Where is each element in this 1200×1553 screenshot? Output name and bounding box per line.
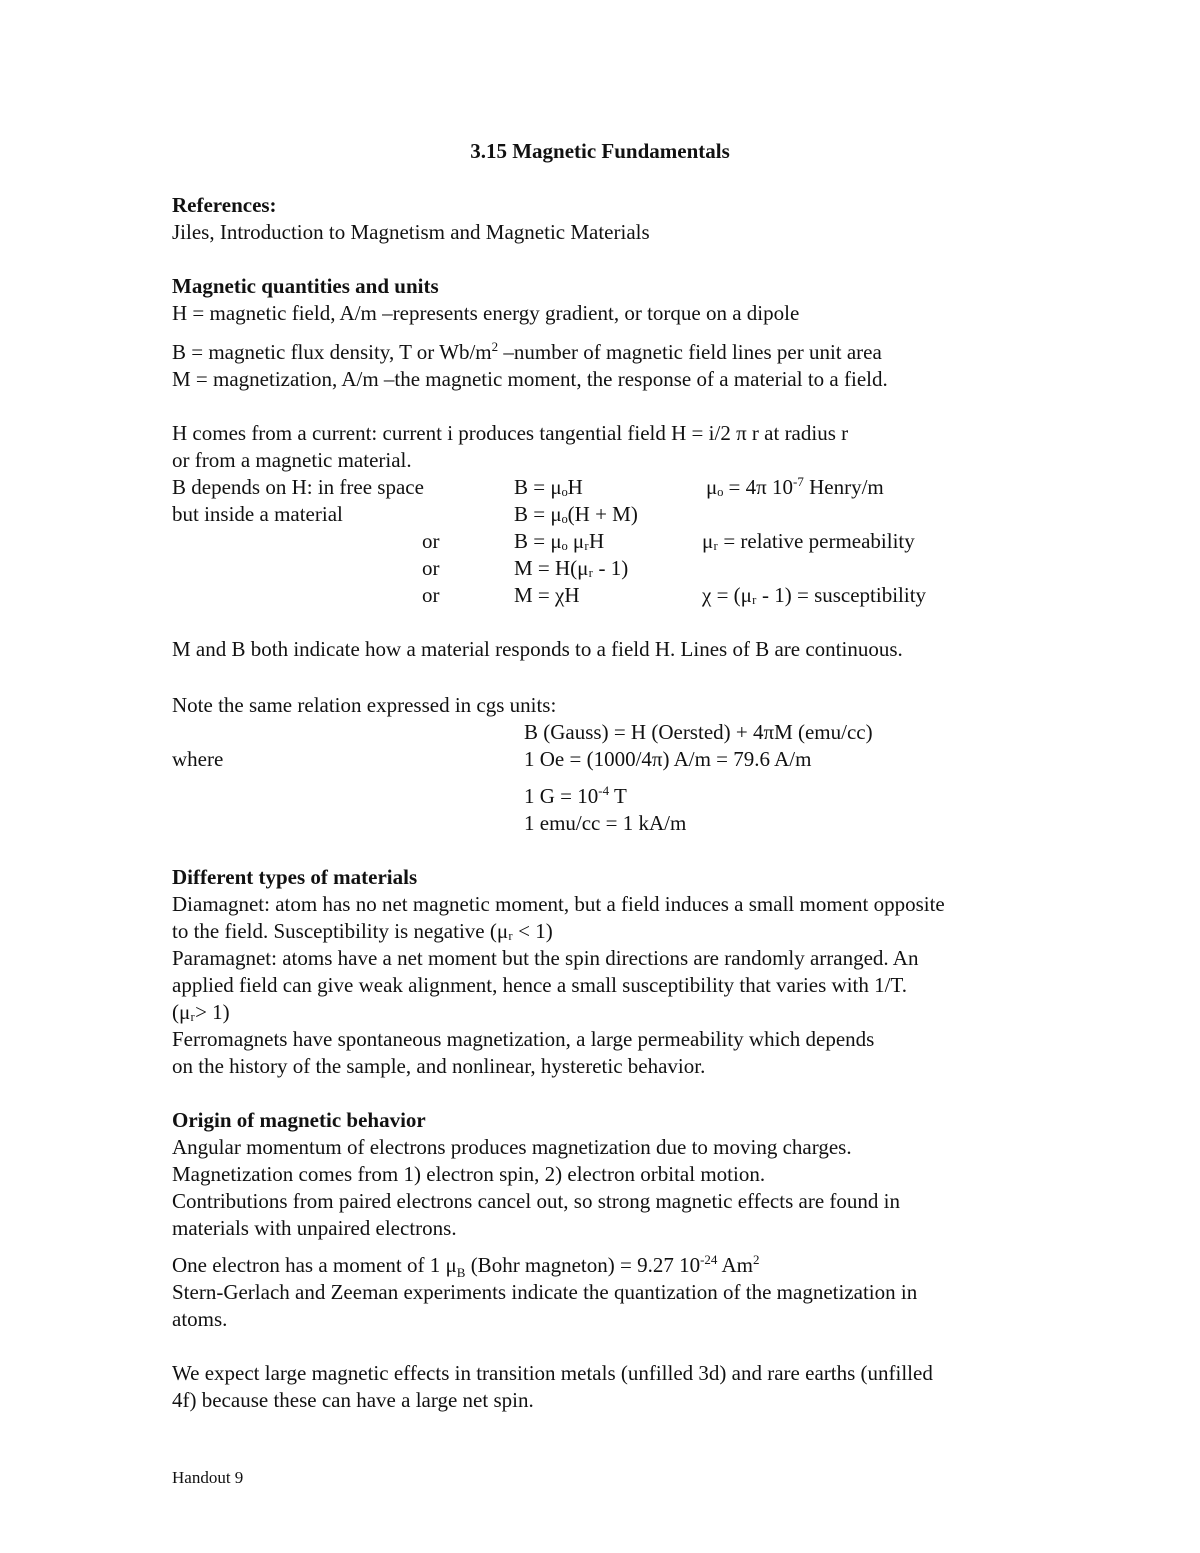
bohr-exponent: -24 (700, 1252, 718, 1267)
materials-heading: Different types of materials (172, 865, 418, 889)
b-continuous-note: M and B both indicate how a material responds to a field H. Lines of B are continuous. (172, 637, 903, 661)
cgs-intro: Note the same relation expressed in cgs units: (172, 693, 557, 717)
mu0-value: μₒ = 4π 10 (706, 475, 794, 499)
bohr-unit-exponent: 2 (753, 1252, 760, 1267)
bohr-text: One electron has a moment of 1 μ (172, 1253, 457, 1277)
quantities-section (172, 273, 1052, 393)
bohr-magneton-line (172, 1252, 1052, 1279)
page-footer: Handout 9 (172, 1468, 244, 1487)
cgs-section (172, 692, 1052, 837)
b-definition (172, 339, 1052, 366)
diamagnet-text: to the field. Susceptibility is negative (μᵣ < 1) (172, 919, 553, 943)
page-title: 3.15 Magnetic Fundamentals (470, 139, 730, 163)
where-label: where (172, 747, 224, 771)
mu0-exponent: -7 (793, 474, 804, 489)
relations-section (172, 420, 1052, 663)
relation-row-magnetization (172, 555, 1052, 582)
b-def-text-rest: –number of magnetic field lines per unit area (498, 340, 882, 364)
h-definition: H = magnetic field, A/m –represents energy gradient, or torque on a dipole (172, 301, 800, 325)
ferromagnet-text: Ferromagnets have spontaneous magnetization, a large permeability which depends (172, 1027, 875, 1051)
or-label: or (422, 556, 440, 580)
relation-note (706, 474, 884, 501)
bohr-subscript: B (456, 1265, 466, 1280)
origin-text: Magnetization comes from 1) electron spin, 2) electron orbital motion. (172, 1162, 766, 1186)
relation-equation: B = μₒ(H + M) (514, 502, 638, 526)
or-label: or (422, 583, 440, 607)
cgs-row (172, 719, 1052, 746)
cgs-equation: 1 emu/cc = 1 kA/m (524, 811, 687, 835)
h-from-current: H comes from a current: current i produces tangential field H = i/2 π r at radius r (172, 421, 849, 445)
origin-text: 4f) because these can have a large net spin. (172, 1388, 534, 1412)
relation-row-permeability (172, 528, 1052, 555)
relation-equation: B = μₒH (514, 475, 583, 499)
mu0-unit: Henry/m (803, 475, 884, 499)
relation-note: μᵣ = relative permeability (702, 529, 915, 553)
b-def-text: B = magnetic flux density, T or Wb/m (172, 340, 492, 364)
cgs-equation: 1 Oe = (1000/4π) A/m = 79.6 A/m (524, 747, 812, 771)
diamagnet-text: Diamagnet: atom has no net magnetic moment, but a field induces a small moment opposite (172, 892, 945, 916)
paramagnet-text: (μᵣ> 1) (172, 1000, 230, 1024)
gauss-exponent: -4 (598, 783, 610, 798)
gauss-value: 1 G = 10 (524, 784, 599, 808)
relation-equation: M = χH (514, 583, 580, 607)
or-label: or (422, 529, 440, 553)
references-heading: References: (172, 193, 277, 217)
relation-note: χ = (μᵣ - 1) = susceptibility (702, 583, 927, 607)
origin-heading: Origin of magnetic behavior (172, 1108, 426, 1132)
relation-row-free-space (172, 474, 1052, 501)
gauss-unit: T (609, 784, 627, 808)
bohr-text-mid: (Bohr magneton) = 9.27 10 (465, 1253, 701, 1277)
cgs-equation (524, 783, 627, 810)
origin-section (172, 1107, 1052, 1414)
materials-section (172, 864, 1052, 1080)
references-text: Jiles, Introduction to Magnetism and Magnetic Materials (172, 220, 650, 244)
h-from-material: or from a magnetic material. (172, 448, 412, 472)
references-section (172, 192, 1052, 246)
cgs-row (172, 783, 1052, 810)
relation-label: but inside a material (172, 502, 343, 526)
relation-row-susceptibility (172, 582, 1052, 609)
cgs-row (172, 810, 1052, 837)
origin-text: materials with unpaired electrons. (172, 1216, 457, 1240)
paramagnet-text: applied field can give weak alignment, hence a small susceptibility that varies with 1/T. (172, 973, 907, 997)
origin-text: Angular momentum of electrons produces magnetization due to moving charges. (172, 1135, 852, 1159)
origin-text: atoms. (172, 1307, 228, 1331)
m-definition: M = magnetization, A/m –the magnetic moment, the response of a material to a field. (172, 367, 888, 391)
paramagnet-text: Paramagnet: atoms have a net moment but the spin directions are randomly arranged. An (172, 946, 919, 970)
relation-equation: M = H(μᵣ - 1) (514, 556, 629, 580)
relation-equation: B = μₒ μᵣH (514, 529, 605, 553)
origin-text: Stern-Gerlach and Zeeman experiments indicate the quantization of the magnetization in (172, 1280, 918, 1304)
origin-text: We expect large magnetic effects in transition metals (unfilled 3d) and rare earths (unfilled (172, 1361, 933, 1385)
bohr-unit: Am (717, 1253, 754, 1277)
origin-text: Contributions from paired electrons cancel out, so strong magnetic effects are found in (172, 1189, 900, 1213)
relation-row-material (172, 501, 1052, 528)
quantities-heading: Magnetic quantities and units (172, 274, 439, 298)
cgs-row (172, 746, 1052, 773)
ferromagnet-text: on the history of the sample, and nonlinear, hysteretic behavior. (172, 1054, 706, 1078)
b-def-exponent: 2 (491, 339, 499, 354)
cgs-equation: B (Gauss) = H (Oersted) + 4πM (emu/cc) (524, 720, 873, 744)
relation-label: B depends on H: in free space (172, 475, 424, 499)
